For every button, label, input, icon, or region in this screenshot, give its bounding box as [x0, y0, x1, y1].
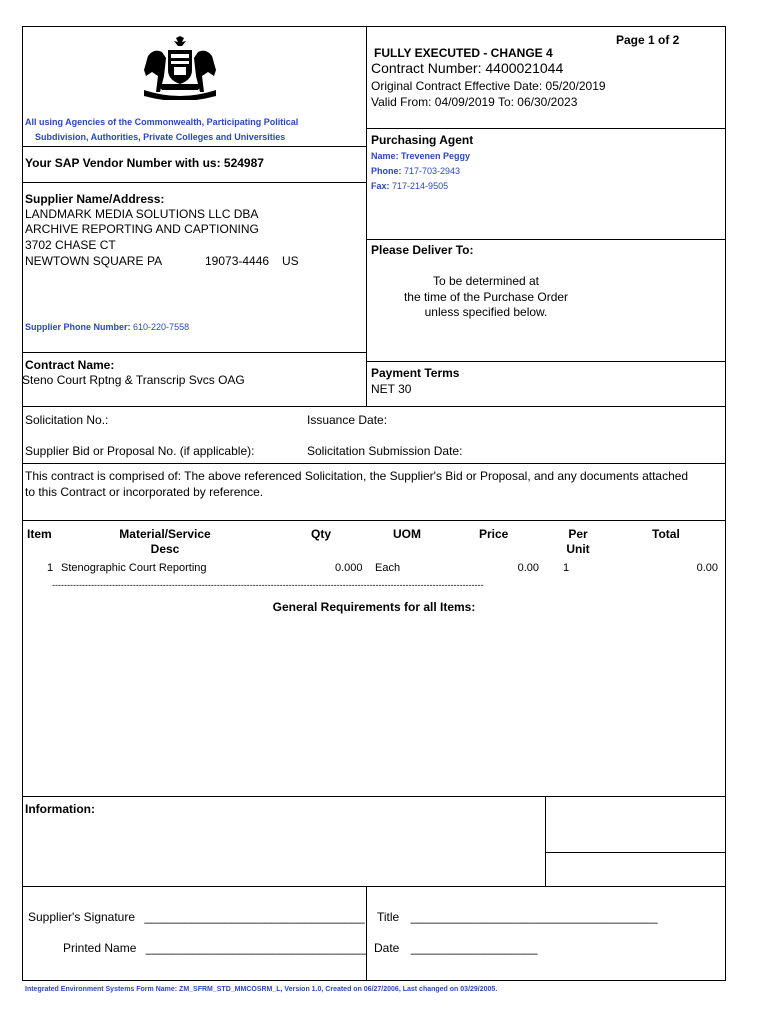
col-header-unit: Unit	[566, 542, 590, 556]
divider-full-2	[22, 463, 726, 464]
row-desc: Stenographic Court Reporting	[61, 562, 207, 574]
agent-phone-label: Phone:	[371, 166, 402, 176]
supplier-signature-line[interactable]: _________________________________	[144, 910, 365, 924]
border-left	[22, 26, 23, 981]
contract-number: Contract Number: 4400021044	[371, 60, 564, 76]
divider-full-5	[22, 886, 726, 887]
deliver-to-line-3: unless specified below.	[424, 305, 548, 319]
divider-right-3	[366, 361, 726, 362]
border-right	[725, 26, 726, 981]
agent-fax-label: Fax:	[371, 181, 390, 191]
col-header-item: Item	[27, 527, 52, 541]
item-separator: ------------------------------------------------------------------------------------------------------------------------------------------------	[52, 580, 484, 590]
row-per: 1	[563, 562, 570, 574]
supplier-city: NEWTOWN SQUARE	[25, 254, 144, 268]
general-requirements: General Requirements for all Items:	[272, 600, 476, 614]
divider-vertical-top	[366, 26, 367, 407]
divider-left-3	[22, 352, 367, 353]
supplier-phone	[25, 322, 189, 332]
supplier-address-line-2: ARCHIVE REPORTING AND CAPTIONING	[25, 222, 259, 236]
supplier-address-line-3: 3702 CHASE CT	[25, 238, 116, 252]
col-header-price: Price	[479, 527, 509, 541]
agencies-line-2: Subdivision, Authorities, Private Colleges and Universities	[35, 132, 286, 142]
divider-right-2	[366, 239, 726, 240]
title-line[interactable]: _____________________________________	[410, 910, 658, 924]
form-footer: Integrated Environment Systems Form Name: ZM_SFRM_STD_MMCOSRM_L, Version 1.0, Created on 06/27/2006, Last changed on 03/29/2005.	[25, 986, 498, 993]
issuance-date-label: Issuance Date:	[307, 413, 388, 427]
supplier-state: PA	[147, 254, 163, 268]
solicitation-no-label: Solicitation No.:	[25, 413, 109, 427]
agent-phone-value: 717-703-2943	[404, 166, 461, 176]
info-box-divider-v	[545, 796, 546, 887]
payment-terms-value: NET 30	[371, 382, 412, 396]
divider-full-4	[22, 796, 726, 797]
purchasing-agent-heading: Purchasing Agent	[371, 133, 474, 147]
row-item: 1	[47, 562, 54, 574]
col-header-per-unit	[556, 527, 600, 556]
divider-full-1	[22, 406, 726, 407]
table-row	[0, 562, 770, 578]
commonwealth-seal-icon	[138, 36, 222, 100]
contract-name-label: Contract Name:	[25, 358, 115, 372]
col-header-desc	[100, 527, 230, 556]
agent-name-value: Trevenen Peggy	[401, 151, 471, 161]
supplier-signature	[28, 910, 365, 924]
date-field	[374, 941, 538, 955]
valid-dates: Valid From: 04/09/2019 To: 06/30/2023	[371, 95, 578, 109]
supplier-bid-label: Supplier Bid or Proposal No. (if applicable):	[25, 444, 255, 458]
page-number: Page 1 of 2	[616, 33, 680, 47]
submission-date-label: Solicitation Submission Date:	[307, 444, 463, 458]
agent-fax-value: 717-214-9505	[392, 181, 449, 191]
border-top	[22, 26, 725, 27]
col-header-desc-line-2: Desc	[150, 542, 180, 556]
execution-status: FULLY EXECUTED - CHANGE 4	[374, 46, 553, 60]
supplier-phone-label: Supplier Phone Number:	[25, 322, 131, 332]
row-total: 0.00	[696, 562, 718, 574]
col-header-total: Total	[652, 527, 680, 541]
printed-name-line[interactable]: _________________________________	[145, 941, 366, 955]
supplier-phone-value: 610-220-7558	[133, 322, 190, 332]
supplier-heading: Supplier Name/Address:	[25, 192, 165, 206]
border-bottom	[22, 980, 726, 981]
comprised-line-2: to this Contract or incorporated by reference.	[25, 485, 264, 499]
col-header-uom: UOM	[393, 527, 421, 541]
date-label: Date	[374, 941, 400, 955]
information-label: Information:	[25, 802, 95, 816]
date-line[interactable]: ___________________	[410, 941, 538, 955]
sap-vendor-number: Your SAP Vendor Number with us: 524987	[25, 156, 264, 170]
printed-name-label: Printed Name	[63, 941, 137, 955]
title-field	[377, 910, 658, 924]
supplier-zip: 19073-4446	[205, 254, 270, 268]
col-header-per: Per	[568, 527, 588, 541]
info-box-divider-h	[545, 852, 726, 853]
payment-terms-label: Payment Terms	[371, 366, 460, 380]
divider-left-2	[22, 182, 367, 183]
supplier-address-line-1: LANDMARK MEDIA SOLUTIONS LLC DBA	[25, 207, 259, 221]
supplier-signature-label: Supplier's Signature	[28, 910, 136, 924]
divider-right-1	[366, 128, 726, 129]
title-label: Title	[377, 910, 400, 924]
divider-full-3	[22, 520, 726, 521]
row-price: 0.00	[517, 562, 539, 574]
deliver-to-line-1: To be determined at	[432, 274, 540, 288]
deliver-to-line-2: the time of the Purchase Order	[403, 290, 569, 304]
deliver-to-heading: Please Deliver To:	[371, 243, 474, 257]
col-header-desc-line-1: Material/Service	[119, 527, 211, 541]
comprised-line-1: This contract is comprised of: The above referenced Solicitation, the Supplier's Bid or Proposal, and any documents attached	[25, 469, 689, 483]
row-qty: 0.000	[335, 562, 363, 574]
supplier-country: US	[282, 254, 299, 268]
agencies-line-1: All using Agencies of the Commonwealth, Participating Political	[25, 117, 299, 127]
row-uom: Each	[375, 562, 401, 574]
agent-name	[371, 151, 470, 161]
divider-left-1	[22, 146, 367, 147]
agent-phone	[371, 166, 460, 176]
contract-name-value: Steno Court Rptng & Transcrip Svcs OAG	[22, 373, 245, 387]
agent-fax	[371, 181, 448, 191]
col-header-qty: Qty	[311, 527, 332, 541]
agent-name-label: Name:	[371, 151, 399, 161]
original-effective-date: Original Contract Effective Date: 05/20/2019	[371, 79, 606, 93]
printed-name	[63, 941, 366, 955]
signature-divider-v	[366, 886, 367, 981]
